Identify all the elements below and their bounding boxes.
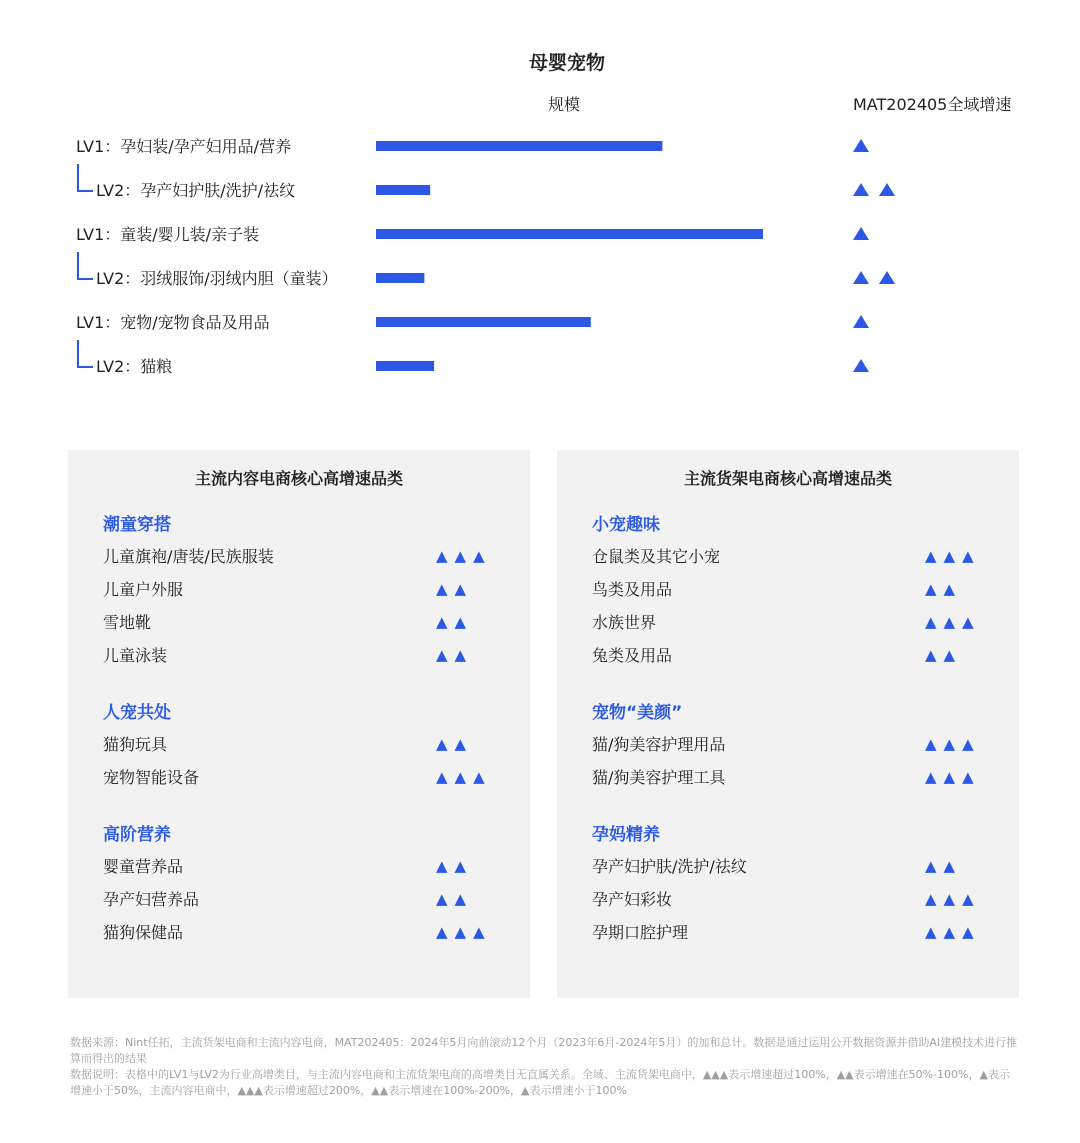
category-item [592, 606, 989, 639]
category-item [592, 573, 989, 606]
growth-triangle-icon [853, 227, 869, 240]
bar-label: LV1：宠物/宠物食品及用品 [76, 313, 270, 332]
growth-triangle-icon [853, 271, 869, 284]
chart-row-lv2 [78, 340, 869, 376]
data-explanation-note: 数据说明：表格中的LV1与LV2为行业高增类目，与主流内容电商和主流货架电商的高增类目无直属关系。全域、主流货架电商中，▲▲▲表示增速超过100%，▲▲表示增速在50%-100%，▲表示增速小于50%，主流内容电商中，▲▲▲表示增速超过200%，▲▲表示增速在100%-200%，▲表示增速小于100% [70, 1068, 1010, 1097]
category-item [103, 606, 500, 639]
group-title: 孕妈精养 [592, 825, 660, 845]
growth-triangle-icon: ▲▲▲ [436, 768, 492, 786]
chart-row-lv2 [78, 252, 895, 288]
scale-column-header: 规模 [548, 95, 581, 114]
growth-triangle-icon: ▲▲ [436, 580, 474, 598]
category-item [103, 728, 500, 761]
category-label: 孕产妇营养品 [103, 890, 200, 909]
chart-title: 母婴宠物 [528, 52, 605, 74]
data-source-note: 数据来源：Nint任拓，主流货架电商和主流内容电商，MAT202405：2024年5月向前滚动12个月（2023年6月-2024年5月）的加和总计。数据是通过运用公开数据资源并借助AI建模技术进行推算而得出的结果 [70, 1036, 1018, 1065]
growth-triangle-icon: ▲▲▲ [925, 735, 981, 753]
category-group [592, 820, 989, 949]
growth-triangle-icon: ▲▲ [436, 890, 474, 908]
category-group [103, 510, 500, 672]
content-ecommerce-panel [68, 450, 530, 998]
category-label: 孕产妇护肤/洗护/祛纹 [592, 857, 747, 876]
category-item [103, 850, 500, 883]
group-title: 宠物“美颜” [592, 703, 683, 723]
bar [376, 317, 591, 327]
category-item [103, 761, 500, 794]
category-group [592, 698, 989, 794]
category-label: 儿童旗袍/唐装/民族服装 [103, 547, 274, 566]
growth-triangle-icon [853, 183, 869, 196]
growth-triangle-icon: ▲▲▲ [925, 613, 981, 631]
group-title: 小宠趣味 [592, 515, 660, 535]
category-item [592, 761, 989, 794]
growth-triangle-icon: ▲▲▲ [925, 923, 981, 941]
category-item [103, 883, 500, 916]
group-title: 人宠共处 [103, 703, 171, 723]
bar-label: LV1：孕妇装/孕产妇用品/营养 [76, 137, 292, 156]
growth-triangle-icon: ▲▲▲ [436, 547, 492, 565]
hierarchy-bracket-icon [78, 164, 93, 191]
category-label: 水族世界 [592, 613, 657, 632]
growth-triangle-icon: ▲▲ [436, 613, 474, 631]
growth-triangle-icon: ▲▲ [436, 857, 474, 875]
shelf-ecommerce-panel [557, 450, 1019, 998]
category-item [592, 883, 989, 916]
panel-title: 主流货架电商核心高增速品类 [683, 469, 892, 488]
footnote [70, 1035, 1020, 1099]
bar-label: LV2：孕产妇护肤/洗护/祛纹 [96, 181, 296, 200]
chart-row-lv2 [78, 164, 895, 200]
category-item [592, 728, 989, 761]
bar-label: LV2：羽绒服饰/羽绒内胆（童装） [96, 269, 338, 288]
chart-row-lv1 [76, 137, 869, 156]
bar-label: LV2：猫粮 [96, 357, 173, 376]
chart-row-lv1 [76, 313, 869, 332]
growth-triangle-icon [879, 183, 895, 196]
category-item [592, 540, 989, 573]
growth-triangle-icon: ▲▲ [925, 580, 963, 598]
growth-triangle-icon: ▲▲ [925, 646, 963, 664]
growth-triangle-icon: ▲▲▲ [925, 547, 981, 565]
bar-label: LV1：童装/婴儿装/亲子装 [76, 225, 260, 244]
category-label: 猫/狗美容护理工具 [592, 768, 726, 787]
growth-triangle-icon: ▲▲▲ [436, 923, 492, 941]
category-label: 孕产妇彩妆 [592, 890, 673, 909]
bar [376, 361, 434, 371]
category-item [592, 850, 989, 883]
panel-title: 主流内容电商核心高增速品类 [194, 469, 403, 488]
growth-triangle-icon [879, 271, 895, 284]
category-label: 猫狗保健品 [103, 923, 184, 942]
category-item [103, 916, 500, 949]
growth-triangle-icon: ▲▲ [436, 735, 474, 753]
category-label: 宠物智能设备 [103, 768, 200, 787]
bar-chart [0, 126, 1080, 396]
category-label: 鸟类及用品 [592, 580, 673, 599]
category-label: 儿童户外服 [103, 580, 184, 599]
category-item [103, 573, 500, 606]
bar [376, 185, 430, 195]
category-label: 仓鼠类及其它小宠 [592, 547, 721, 566]
category-item [103, 540, 500, 573]
bar [376, 141, 662, 151]
panel-body [103, 510, 500, 975]
growth-triangle-icon [853, 315, 869, 328]
growth-triangle-icon: ▲▲▲ [925, 768, 981, 786]
category-item [592, 916, 989, 949]
hierarchy-bracket-icon [78, 252, 93, 279]
category-label: 雪地靴 [103, 613, 152, 632]
category-item [592, 639, 989, 672]
growth-triangle-icon: ▲▲▲ [925, 890, 981, 908]
category-group [592, 510, 989, 672]
category-label: 孕期口腔护理 [592, 923, 689, 942]
panel-body [592, 510, 989, 975]
group-title: 高阶营养 [103, 825, 171, 845]
category-label: 婴童营养品 [103, 857, 184, 876]
category-label: 猫/狗美容护理用品 [592, 735, 726, 754]
category-label: 兔类及用品 [592, 646, 673, 665]
growth-column-header: MAT202405全域增速 [853, 95, 1012, 114]
category-label: 儿童泳装 [103, 646, 168, 665]
bar [376, 229, 763, 239]
category-group [103, 820, 500, 949]
growth-triangle-icon: ▲▲ [436, 646, 474, 664]
category-group [103, 698, 500, 794]
category-item [103, 639, 500, 672]
growth-triangle-icon: ▲▲ [925, 857, 963, 875]
bar [376, 273, 424, 283]
chart-row-lv1 [76, 225, 869, 244]
group-title: 潮童穿搭 [103, 515, 171, 535]
category-label: 猫狗玩具 [103, 735, 168, 754]
growth-triangle-icon [853, 359, 869, 372]
hierarchy-bracket-icon [78, 340, 93, 367]
growth-triangle-icon [853, 139, 869, 152]
